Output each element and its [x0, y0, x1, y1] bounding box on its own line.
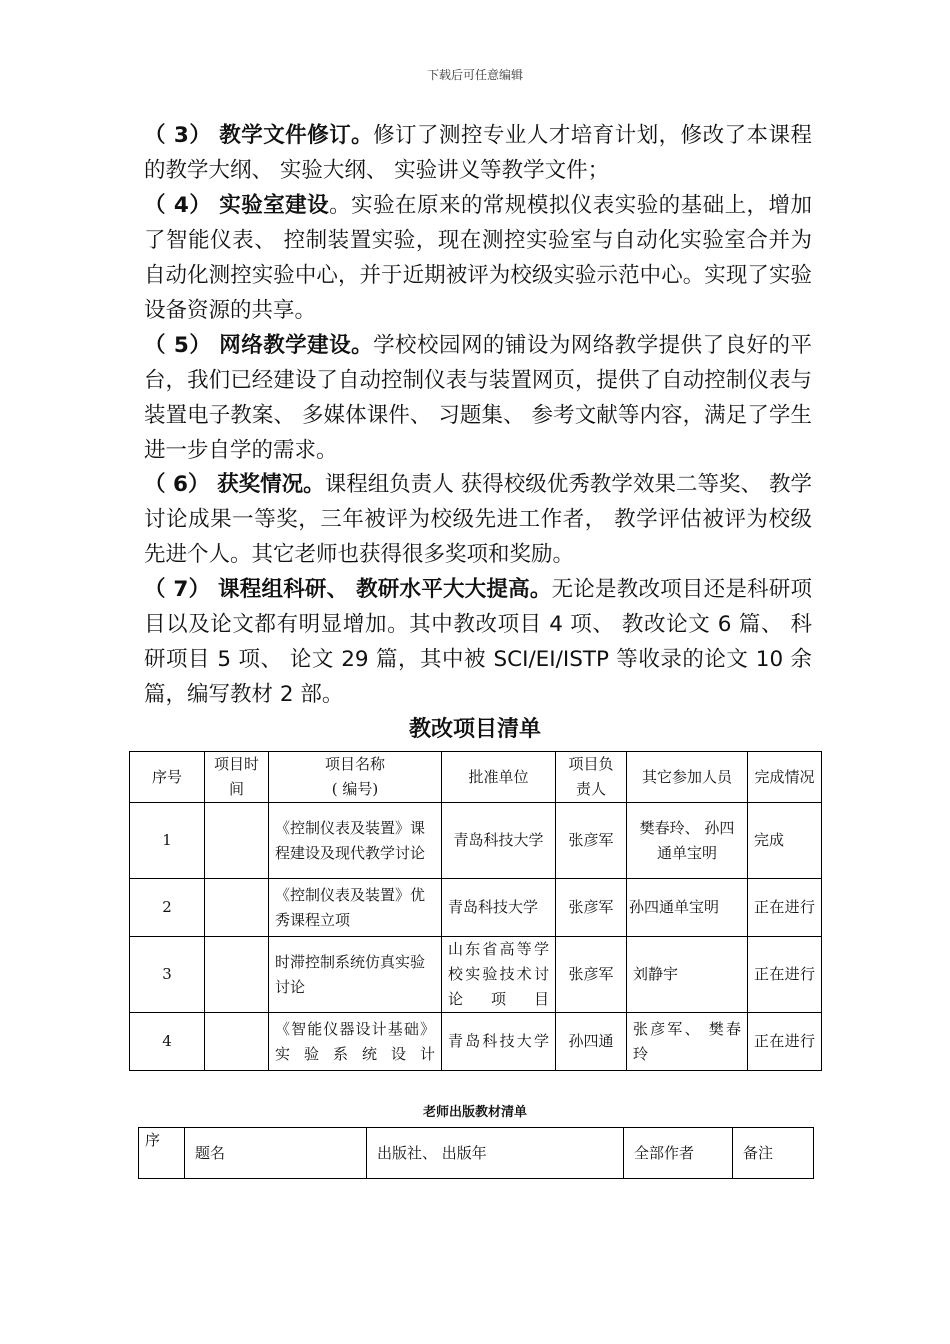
table1-title: 教改项目清单	[408, 717, 541, 742]
cell: 刘静宇	[627, 937, 748, 1013]
cell: 4	[130, 1013, 205, 1071]
paragraph-6	[144, 467, 812, 572]
paragraph-body: 无论是教改项目还是科研项目以及论文都有明显增加。其中教改项目 4 项、 教改论文 6 篇、 科研项目 5 项、 论文 29 篇，其中被 SCI/EI/ISTP 等收录的论文 10 余篇，编写教材 2 部。	[144, 577, 812, 707]
paragraph-body: 学校校园网的铺设为网络教学提供了良好的平台，我们已经建设了自动控制仪表与装置网页，提供了自动控制仪表与装置电子教案、 多媒体课件、 习题集、 参考文献等内容，满足了学生进一步自学的需求。	[144, 333, 812, 463]
paragraph-heading: （ 5） 网络教学建设。	[144, 333, 374, 358]
cell: 正在进行	[748, 937, 822, 1013]
cell: 《控制仪表及装置》课程建设及现代教学讨论	[269, 803, 442, 879]
table-row	[130, 1013, 822, 1071]
reform-projects-table	[129, 751, 822, 1071]
cell: 青岛科技大学	[442, 803, 556, 879]
cell	[205, 879, 269, 937]
table-header-row	[130, 752, 822, 803]
cell: 时滞控制系统仿真实验讨论	[269, 937, 442, 1013]
cell: 青岛科技大学	[442, 1013, 556, 1071]
header-cell: 序	[139, 1128, 185, 1179]
header-cell: 其它参加人员	[627, 752, 748, 803]
table-row	[130, 879, 822, 937]
cell: 孙四通	[556, 1013, 627, 1071]
header-cell: 出版社、 出版年	[367, 1128, 624, 1179]
header-cell: 项目时间	[205, 752, 269, 803]
cell: 2	[130, 879, 205, 937]
cell: 《控制仪表及装置》优秀课程立项	[269, 879, 442, 937]
paragraph-7	[144, 572, 812, 712]
cell: 孙四通单宝明	[627, 879, 748, 937]
paragraph-heading: （ 7） 课程组科研、 教研水平大大提高。	[144, 577, 552, 602]
header-cell: 全部作者	[624, 1128, 733, 1179]
cell	[205, 1013, 269, 1071]
cell: 3	[130, 937, 205, 1013]
header-cell: 完成情况	[748, 752, 822, 803]
paragraph-5	[144, 328, 812, 468]
cell: 1	[130, 803, 205, 879]
cell: 正在进行	[748, 1013, 822, 1071]
paragraph-body: 。实验在原来的常规模拟仪表实验的基础上，增加了智能仪表、 控制装置实验，现在测控实验室与自动化实验室合并为自动化测控实验中心，并于近期被评为校级实验示范中心。实现了实验设备资源的共享。	[144, 193, 812, 323]
paragraph-heading: （ 6） 获奖情况。	[144, 472, 325, 497]
cell: 青岛科技大学	[442, 879, 556, 937]
cell: 张彦军	[556, 937, 627, 1013]
paragraph-heading: （ 3） 教学文件修订。	[144, 123, 374, 148]
cell: 樊春玲、 孙四通单宝明	[627, 803, 748, 879]
page-header: 下载后可任意编辑	[426, 68, 523, 82]
cell: 山东省高等学校实验技术讨论项目	[442, 937, 556, 1013]
paragraph-3	[144, 118, 812, 188]
header-cell: 项目负责人	[556, 752, 627, 803]
cell: 《智能仪器设计基础》实验系统设计	[269, 1013, 442, 1071]
header-cell: 项目名称 ( 编号)	[269, 752, 442, 803]
table2-title: 老师出版教材清单	[422, 1105, 527, 1120]
table-row	[130, 803, 822, 879]
cell: 正在进行	[748, 879, 822, 937]
header-cell: 批准单位	[442, 752, 556, 803]
table-row	[130, 937, 822, 1013]
paragraph-heading: （ 4） 实验室建设	[144, 193, 330, 218]
paragraph-body: 课程组负责人 获得校级优秀教学效果二等奖、 教学讨论成果一等奖，三年被评为校级先进工作者， 教学评估被评为校级先进个人。其它老师也获得很多奖项和奖励。	[144, 472, 812, 567]
table-header-row	[139, 1128, 814, 1179]
paragraph-body: 修订了测控专业人才培育计划，修改了本课程的教学大纲、 实验大纲、 实验讲义等教学文件；	[144, 123, 812, 183]
cell	[205, 937, 269, 1013]
header-cell: 题名	[185, 1128, 367, 1179]
textbooks-table	[138, 1127, 814, 1179]
cell: 张彦军	[556, 803, 627, 879]
cell: 张彦军	[556, 879, 627, 937]
cell: 完成	[748, 803, 822, 879]
cell: 张彦军、 樊春玲	[627, 1013, 748, 1071]
header-cell: 备注	[733, 1128, 814, 1179]
paragraph-4	[144, 188, 812, 328]
cell	[205, 803, 269, 879]
header-cell: 序号	[130, 752, 205, 803]
